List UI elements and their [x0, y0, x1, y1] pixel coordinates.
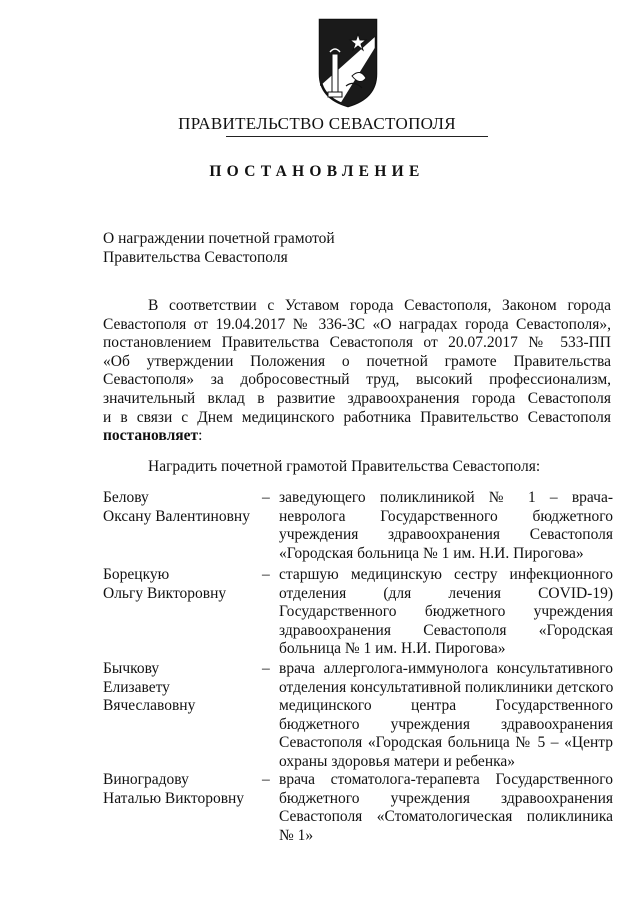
entry-dash: –: [262, 771, 270, 788]
preamble-line: значительный вклад в развитие здравоохранения города Севастополя: [103, 389, 611, 407]
government-title: ПРАВИТЕЛЬСТВО СЕВАСТОПОЛЯ: [178, 114, 456, 133]
position-line: невролога Государственного бюджетного: [279, 507, 613, 525]
position-line: больница № 1 им. Н.И. Пирогова»: [279, 640, 506, 658]
awardee-surname: Виноградову: [103, 771, 189, 788]
awardee-position: [279, 660, 613, 772]
position-line: медицинского центра Государственного: [279, 697, 613, 715]
awardee-given-name: Елизавету: [103, 678, 170, 696]
position-line: отделения (для лечения COVID-19): [279, 584, 613, 602]
position-line: врача аллерголога-иммунолога консультативного: [279, 660, 613, 677]
subject-line-1: О награждении почетной грамотой: [103, 230, 335, 247]
position-line: Государственного бюджетного учреждения: [279, 603, 613, 621]
position-line: бюджетного учреждения здравоохранения: [279, 715, 613, 733]
position-line: Севастополя «Городская больница № 5 – «Центр: [279, 734, 613, 752]
position-line: заведующего поликлиникой № 1 – врача-: [279, 489, 613, 506]
document-type-heading: ПОСТАНОВЛЕНИЕ: [209, 163, 425, 180]
decree-colon: :: [198, 427, 203, 445]
entry-dash: –: [262, 489, 270, 506]
awardee-position: [279, 566, 613, 659]
awardee-name: [103, 566, 226, 603]
awardee-surname: Бычкову: [103, 660, 160, 677]
awardee-surname: Борецкую: [103, 566, 170, 583]
entry-dash: –: [262, 566, 270, 583]
awardee-name: [103, 489, 250, 526]
awardee-given-names: Наталью Викторовну: [103, 789, 245, 807]
decree-word: постановляет: [103, 427, 199, 445]
position-line: бюджетного учреждения здравоохранения: [279, 789, 613, 807]
preamble-line: и в связи с Днем медицинского работника Правительство Севастополя: [103, 408, 611, 426]
awardee-patronymic: Вячеславовну: [103, 697, 196, 715]
title-underline: [226, 136, 488, 137]
preamble-line: В соответствии с Уставом города Севастополя, Законом города: [148, 297, 611, 314]
coat-of-arms-emblem: [316, 16, 380, 110]
awardee-position: [279, 489, 613, 563]
awardee-name: [103, 771, 244, 808]
awardee-given-names: Оксану Валентиновну: [103, 507, 250, 525]
preamble-line: «Об утверждении Положения о почетной грамоте Правительства: [103, 352, 611, 370]
position-line: «Городская больница № 1 им. Н.И. Пирогова»: [279, 544, 584, 562]
awardee-given-names: Ольгу Викторовну: [103, 584, 227, 602]
position-line: Севастополя «Стоматологическая поликлиника: [279, 808, 613, 826]
awardee-name: [103, 660, 195, 716]
position-line: старшую медицинскую сестру инфекционного: [279, 566, 613, 583]
entry-dash: –: [262, 660, 270, 677]
preamble-line: Севастополя от 19.04.2017 № 336-ЗС «О наградах города Севастополя»,: [103, 315, 611, 333]
award-intro: Наградить почетной грамотой Правительства Севастополя:: [148, 458, 541, 475]
position-line: отделения консультативной поликлиники детского: [279, 678, 614, 696]
subject-line-2: Правительства Севастополя: [103, 248, 288, 266]
position-line: учреждения здравоохранения Севастополя: [279, 526, 613, 544]
preamble-paragraph: [103, 297, 611, 446]
preamble-line: постановлением Правительства Севастополя от 20.07.2017 № 533-ПП: [103, 334, 611, 352]
position-line: охраны здоровья матери и ребенка»: [279, 752, 516, 770]
position-line: № 1»: [279, 826, 314, 844]
awardee-surname: Белову: [103, 489, 149, 506]
preamble-line: Севастополя» за добросовестный труд, высокий профессионализм,: [103, 371, 611, 389]
awardee-position: [279, 771, 613, 845]
position-line: здравоохранения Севастополя «Городская: [279, 621, 613, 639]
preamble-line: [103, 427, 611, 446]
document-subject: [103, 230, 335, 267]
position-line: врача стоматолога-терапевта Государственного: [279, 771, 613, 788]
